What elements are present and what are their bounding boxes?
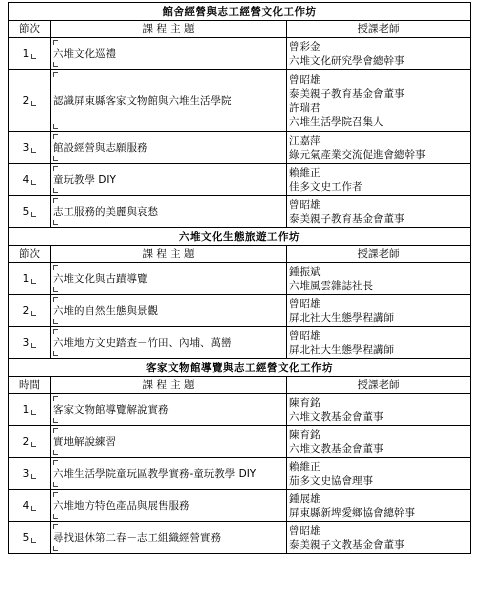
session-number: 5 — [22, 531, 30, 544]
cell-corner-mark-icon — [53, 329, 58, 334]
teacher-cell — [287, 458, 471, 490]
paragraph-mark-icon — [53, 188, 58, 193]
course-schedule-document — [8, 2, 470, 554]
section-title-row — [9, 228, 471, 246]
cell-corner-mark-icon — [53, 72, 58, 77]
table-row — [9, 196, 471, 228]
session-number-cell — [9, 164, 51, 196]
topic-text: 六堆的自然生態與景觀 — [53, 304, 158, 317]
session-number-cell — [9, 132, 51, 164]
session-number: 2 — [22, 304, 30, 317]
header-teacher — [287, 21, 471, 38]
paragraph-mark-icon — [53, 156, 58, 161]
paragraph-mark-icon — [53, 351, 58, 356]
session-number-cell — [9, 426, 51, 458]
paragraph-mark-icon — [31, 148, 36, 153]
teacher-cell — [287, 327, 471, 359]
header-session — [9, 377, 51, 394]
paragraph-mark-icon — [53, 319, 58, 324]
teacher-name: 賴維正 — [289, 460, 321, 473]
topic-cell — [51, 164, 287, 196]
paragraph-mark-icon — [53, 418, 58, 423]
cell-corner-mark-icon — [53, 134, 58, 139]
topic-text: 館設經營與志願服務 — [53, 141, 148, 154]
session-number-cell — [9, 490, 51, 522]
teacher-name: 許瑞君 — [289, 101, 321, 114]
header-teacher — [287, 246, 471, 263]
topic-cell — [51, 38, 287, 70]
teacher-title: 六堆生活學院召集人 — [289, 115, 384, 128]
header-session — [9, 246, 51, 263]
topic-cell — [51, 327, 287, 359]
paragraph-mark-icon — [31, 212, 36, 217]
teacher-title: 佳多文史工作者 — [289, 180, 363, 193]
teacher-name: 曾昭雄 — [289, 329, 321, 342]
table-row — [9, 70, 471, 132]
topic-cell — [51, 295, 287, 327]
session-number: 1 — [22, 47, 30, 60]
topic-cell — [51, 132, 287, 164]
header-label: 課 程 主 題 — [142, 379, 195, 391]
cell-corner-mark-icon — [53, 396, 58, 401]
header-label: 授課老師 — [357, 379, 400, 391]
table-row — [9, 327, 471, 359]
paragraph-mark-icon — [31, 442, 36, 447]
section-title: 客家文物館導覽與志工經營文化工作坊 — [9, 359, 471, 377]
paragraph-mark-icon — [53, 482, 58, 487]
topic-cell — [51, 263, 287, 295]
teacher-name: 曾昭雄 — [289, 198, 321, 211]
topic-text: 六堆地方特色產品與展售服務 — [53, 499, 190, 512]
paragraph-mark-icon — [53, 546, 58, 551]
table-row — [9, 458, 471, 490]
teacher-cell — [287, 132, 471, 164]
table-row — [9, 522, 471, 554]
teacher-cell — [287, 490, 471, 522]
table-row — [9, 263, 471, 295]
cell-corner-mark-icon — [53, 428, 58, 433]
topic-text: 認識屏東縣客家文物館與六堆生活學院 — [53, 94, 232, 107]
session-number: 2 — [22, 94, 30, 107]
session-number: 4 — [22, 173, 30, 186]
topic-text: 六堆地方文史踏查－竹田、內埔、萬巒 — [53, 336, 232, 349]
table-row — [9, 426, 471, 458]
teacher-cell — [287, 426, 471, 458]
section-title: 六堆文化生態旅遊工作坊 — [9, 228, 471, 246]
topic-text: 六堆文化巡禮 — [53, 47, 116, 60]
header-label: 節次 — [19, 248, 40, 260]
cell-corner-mark-icon — [53, 492, 58, 497]
session-number-cell — [9, 263, 51, 295]
teacher-name: 曾昭雄 — [289, 73, 321, 86]
topic-text: 實地解說練習 — [53, 435, 116, 448]
teacher-title: 屏東縣新埤愛鄉協會總幹事 — [289, 506, 415, 519]
teacher-name: 陳育銘 — [289, 428, 321, 441]
session-number: 4 — [22, 499, 30, 512]
session-number-cell — [9, 196, 51, 228]
topic-cell — [51, 490, 287, 522]
session-number-cell — [9, 522, 51, 554]
cell-corner-mark-icon — [53, 198, 58, 203]
paragraph-mark-icon — [53, 124, 58, 129]
topic-cell — [51, 196, 287, 228]
teacher-name: 鍾振斌 — [289, 265, 321, 278]
header-label: 授課老師 — [357, 248, 400, 260]
teacher-name: 曾昭雄 — [289, 297, 321, 310]
paragraph-mark-icon — [31, 343, 36, 348]
table-row — [9, 38, 471, 70]
paragraph-mark-icon — [31, 279, 36, 284]
cell-corner-mark-icon — [53, 166, 58, 171]
table-row — [9, 132, 471, 164]
header-topic — [51, 246, 287, 263]
paragraph-mark-icon — [31, 474, 36, 479]
teacher-title: 綠元氣產業交流促進會總幹事 — [289, 148, 426, 161]
cell-corner-mark-icon — [53, 40, 58, 45]
session-number: 3 — [22, 336, 30, 349]
teacher-name: 賴維正 — [289, 166, 321, 179]
session-number: 1 — [22, 403, 30, 416]
header-label: 時間 — [19, 379, 40, 391]
paragraph-mark-icon — [31, 101, 36, 106]
teacher-name: 曾昭雄 — [289, 524, 321, 537]
topic-text: 六堆生活學院童玩區教學實務-童玩教學 DIY — [53, 467, 257, 480]
teacher-title: 泰美親子文教基金會董事 — [289, 538, 405, 551]
teacher-title: 六堆文教基金會董事 — [289, 410, 384, 423]
session-number: 2 — [22, 435, 30, 448]
teacher-name: 曾彩金 — [289, 40, 321, 53]
teacher-title: 六堆文教基金會董事 — [289, 442, 384, 455]
header-label: 授課老師 — [357, 23, 400, 35]
topic-cell — [51, 458, 287, 490]
teacher-cell — [287, 164, 471, 196]
section-title: 館舍經營與志工經營文化工作坊 — [9, 3, 471, 21]
teacher-cell — [287, 70, 471, 132]
topic-text: 客家文物館導覽解說實務 — [53, 403, 169, 416]
teacher-name: 鍾展雄 — [289, 492, 321, 505]
session-number-cell — [9, 70, 51, 132]
cell-corner-mark-icon — [53, 265, 58, 270]
teacher-title: 屏北社大生態學程講師 — [289, 343, 394, 356]
session-number: 5 — [22, 205, 30, 218]
table-row — [9, 295, 471, 327]
teacher-cell — [287, 196, 471, 228]
paragraph-mark-icon — [31, 410, 36, 415]
topic-text: 尋找退休第二春－志工組織經營實務 — [53, 531, 221, 544]
session-number-cell — [9, 38, 51, 70]
cell-corner-mark-icon — [53, 524, 58, 529]
paragraph-mark-icon — [31, 180, 36, 185]
session-number-cell — [9, 295, 51, 327]
teacher-title: 泰美親子教育基金會董事 — [289, 212, 405, 225]
cell-corner-mark-icon — [53, 297, 58, 302]
section-title-row — [9, 359, 471, 377]
header-topic — [51, 21, 287, 38]
topic-text: 六堆文化與古蹟導覽 — [53, 272, 148, 285]
paragraph-mark-icon — [31, 506, 36, 511]
teacher-name: 陳育銘 — [289, 396, 321, 409]
topic-cell — [51, 522, 287, 554]
teacher-title: 屏北社大生態學程講師 — [289, 311, 394, 324]
session-number: 3 — [22, 467, 30, 480]
section-title-row — [9, 3, 471, 21]
paragraph-mark-icon — [53, 450, 58, 455]
session-number: 1 — [22, 272, 30, 285]
topic-cell — [51, 426, 287, 458]
paragraph-mark-icon — [53, 514, 58, 519]
header-row — [9, 246, 471, 263]
course-table — [8, 2, 471, 554]
topic-text: 童玩教學 DIY — [53, 173, 116, 186]
table-row — [9, 164, 471, 196]
teacher-cell — [287, 394, 471, 426]
header-session — [9, 21, 51, 38]
topic-cell — [51, 394, 287, 426]
header-label: 節次 — [19, 23, 40, 35]
teacher-cell — [287, 295, 471, 327]
session-number: 3 — [22, 141, 30, 154]
teacher-name: 江嘉萍 — [289, 134, 321, 147]
topic-cell — [51, 70, 287, 132]
session-number-cell — [9, 394, 51, 426]
session-number-cell — [9, 458, 51, 490]
table-row — [9, 490, 471, 522]
session-number-cell — [9, 327, 51, 359]
topic-text: 志工服務的美麗與哀愁 — [53, 205, 158, 218]
teacher-title: 六堆文化研究學會總幹事 — [289, 54, 405, 67]
paragraph-mark-icon — [31, 54, 36, 59]
paragraph-mark-icon — [31, 538, 36, 543]
header-teacher — [287, 377, 471, 394]
teacher-title: 泰美親子教育基金會董事 — [289, 87, 405, 100]
paragraph-mark-icon — [31, 311, 36, 316]
header-label: 課 程 主 題 — [142, 248, 195, 260]
teacher-cell — [287, 38, 471, 70]
table-row — [9, 394, 471, 426]
teacher-cell — [287, 522, 471, 554]
header-topic — [51, 377, 287, 394]
teacher-title: 六堆風雲雜誌社長 — [289, 279, 373, 292]
teacher-title: 茄多文史協會理事 — [289, 474, 373, 487]
header-row — [9, 377, 471, 394]
paragraph-mark-icon — [53, 287, 58, 292]
header-row — [9, 21, 471, 38]
teacher-cell — [287, 263, 471, 295]
cell-corner-mark-icon — [53, 460, 58, 465]
header-label: 課 程 主 題 — [142, 23, 195, 35]
paragraph-mark-icon — [53, 220, 58, 225]
paragraph-mark-icon — [53, 62, 58, 67]
